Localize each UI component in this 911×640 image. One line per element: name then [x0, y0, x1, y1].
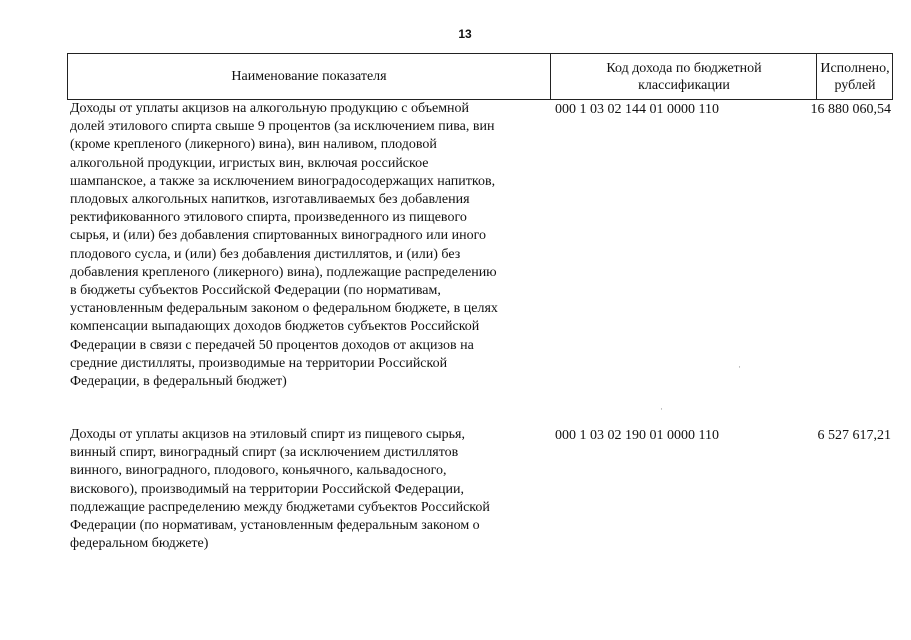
description-line: Федерации, в федеральный бюджет) — [70, 374, 287, 390]
column-header-code — [550, 54, 817, 99]
column-header-name-label: Наименование показателя — [231, 69, 387, 84]
table-row-2-description — [70, 426, 550, 553]
description-line: (кроме крепленого (ликерного) вина), вин наливом, плодовой — [70, 137, 437, 153]
scan-speck: · — [738, 362, 741, 372]
description-line: в бюджеты субъектов Российской Федерации (по нормативам, — [70, 283, 441, 299]
description-line: Федерации в связи с передачей 50 процентов доходов от акцизов на — [70, 337, 474, 353]
description-line: вискового), производимый на территории Российской Федерации, — [70, 481, 465, 497]
description-line: добавления крепленого (ликерного) вина), подлежащие распределению — [70, 264, 497, 280]
description-line: Федерации (по нормативам, установленным федеральным законом о — [70, 518, 480, 534]
description-line: подлежащие распределению между бюджетами субъектов Российской — [70, 499, 490, 515]
description-line: алкогольной продукции, игристых вин, включая российское — [70, 155, 429, 171]
table-row-1-code: 000 1 03 02 144 01 0000 110 — [555, 102, 719, 117]
scan-speck: · — [660, 404, 663, 414]
description-line: компенсации выпадающих доходов бюджетов субъектов Российской — [70, 319, 480, 335]
column-header-amount — [816, 54, 893, 99]
description-line: Доходы от уплаты акцизов на этиловый спирт из пищевого сырья, — [70, 427, 465, 442]
description-line: сырья, и (или) без добавления спиртованных виноградного или иного — [70, 228, 486, 244]
column-header-name — [68, 54, 550, 99]
column-header-amount-label: Исполнено, рублей — [820, 60, 890, 93]
description-line: шампанское, а также за исключением виноградосодержащих напитков, — [70, 173, 496, 189]
description-line: Доходы от уплаты акцизов на алкогольную продукцию с объемной — [70, 101, 470, 116]
table-row-2-amount: 6 527 617,21 — [817, 428, 891, 443]
description-line: плодового сусла, и (или) без добавления дистиллятов, и (или) без — [70, 246, 461, 262]
table-row-1-amount: 16 880 060,54 — [810, 102, 891, 117]
description-line: плодовых алкогольных напитков, изготавливаемых без добавления — [70, 192, 470, 208]
column-header-code-label: Код дохода по бюджетной классификации — [606, 60, 762, 93]
description-line: федеральном бюджете) — [70, 536, 209, 552]
table-row-2-code: 000 1 03 02 190 01 0000 110 — [555, 428, 719, 443]
description-line: ректификованного этилового спирта, произведенного из пищевого — [70, 210, 467, 226]
description-line: винного, виноградного, плодового, коньячного, кальвадосного, — [70, 463, 447, 479]
description-line: винный спирт, виноградный спирт (за исключением дистиллятов — [70, 445, 459, 461]
page-number: 13 — [458, 27, 472, 41]
description-line: долей этилового спирта свыше 9 процентов (за исключением пива, вин — [70, 119, 495, 135]
description-line: установленным федеральным законом о федеральном бюджете, в целях — [70, 301, 498, 317]
description-line: средние дистилляты, производимые на территории Российской — [70, 355, 448, 371]
table-row-1-description — [70, 100, 550, 391]
table-header — [67, 53, 893, 100]
